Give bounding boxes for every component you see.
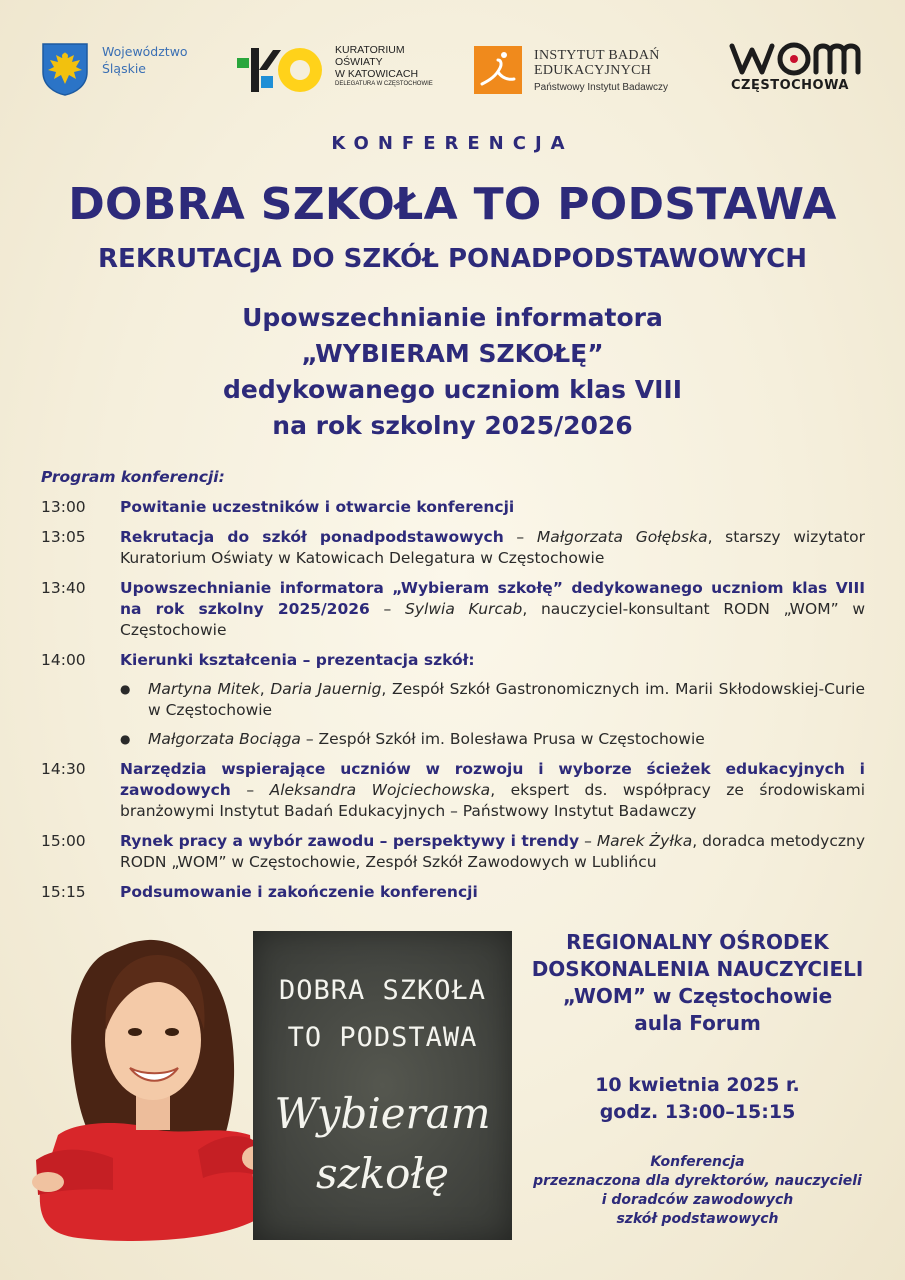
item-time: 15:15 — [41, 883, 86, 901]
item-sep: , — [259, 680, 271, 698]
item-person: Martyna Mitek — [148, 680, 260, 698]
list-item — [120, 679, 865, 721]
venue-line: DOSKONALENIA NAUCZYCIELI — [531, 957, 864, 981]
item-person: Daria Jauernig — [270, 680, 382, 698]
kuratorium-line3: W KATOWICACH — [335, 68, 419, 80]
program-item — [41, 497, 865, 518]
kicker-label: KONFERENCJA — [331, 133, 574, 154]
item-person: Małgorzata Gołębska — [536, 528, 708, 546]
chalk-line3: Wybieram — [274, 1089, 491, 1138]
venue-line: aula Forum — [634, 1011, 761, 1035]
item-title: Podsumowanie i zakończenie konferencji — [120, 883, 478, 901]
program-item — [41, 578, 865, 641]
item-dash: – — [579, 832, 597, 850]
item-person: Małgorzata Bociąga — [148, 730, 301, 748]
note-line: szkół podstawowych — [616, 1211, 779, 1227]
note-line: i doradców zawodowych — [601, 1192, 794, 1208]
program-label: Program konferencji: — [41, 468, 225, 486]
item-person: Marek Żyłka — [596, 832, 693, 850]
program-item — [41, 759, 865, 822]
venue-block — [520, 929, 875, 1037]
logo-wom — [728, 40, 868, 96]
item-time: 13:05 — [41, 528, 86, 546]
ibe-logo-icon — [474, 46, 522, 94]
item-person: Sylwia Kurcab — [405, 600, 523, 618]
item-title: Rekrutacja do szkół ponadpodstawowych — [120, 528, 504, 546]
item-dash: – — [230, 781, 270, 799]
logo-ibe — [474, 46, 689, 96]
item-desc: , Zespół Szkół Gastronomicznych im. Marii Skłodowskiej-Curie w Częstochowie — [148, 680, 866, 719]
lead-line: Upowszechnianie informatora — [242, 303, 663, 332]
item-desc: – Zespół Szkół im. Bolesława Prusa w Częstochowie — [300, 730, 705, 748]
main-title: DOBRA SZKOŁA TO PODSTAWA — [68, 179, 837, 230]
program-list — [41, 497, 865, 912]
wom-city: CZĘSTOCHOWA — [731, 78, 849, 93]
item-person: Aleksandra Wojciechowska — [269, 781, 491, 799]
note-line: Konferencja — [650, 1154, 745, 1170]
venue-line: REGIONALNY OŚRODEK — [566, 930, 829, 954]
ibe-line1: INSTYTUT BADAŃ — [534, 48, 660, 63]
item-title: Kierunki kształcenia – prezentacja szkół: — [120, 651, 475, 669]
lead-line: dedykowanego uczniom klas VIII — [222, 375, 683, 404]
bullet-icon: ● — [120, 682, 131, 696]
wojewodztwo-line1: Województwo — [102, 44, 188, 59]
item-time: 13:40 — [41, 579, 86, 597]
item-time: 13:00 — [41, 498, 86, 516]
chalk-line4: szkołę — [316, 1149, 449, 1198]
program-item — [41, 831, 865, 873]
wojewodztwo-line2: Śląskie — [102, 61, 146, 76]
program-item — [41, 650, 865, 750]
item-dash: – — [369, 600, 406, 618]
time-line: godz. 13:00–15:15 — [599, 1101, 796, 1123]
kuratorium-line1: KURATORIUM — [335, 44, 405, 56]
bullet-icon: ● — [120, 732, 131, 746]
wom-logo-icon — [728, 40, 866, 76]
kuratorium-ko-icon — [237, 44, 329, 96]
list-item — [120, 729, 865, 750]
program-item — [41, 882, 865, 903]
item-dash: – — [503, 528, 537, 546]
audience-note — [520, 1153, 875, 1229]
item-title: Upowszechnianie informatora „Wybieram szkołę” dedykowanego uczniom klas VIII na rok szkolny 2025/2026 — [120, 579, 865, 618]
item-desc: , ekspert ds. współpracy ze środowiskami branżowymi Instytut Badań Edukacyjnych – Państwowy Instytut Badawczy — [120, 781, 866, 820]
item-title: Powitanie uczestników i otwarcie konferencji — [120, 498, 515, 516]
item-desc: , starszy wizytator Kuratorium Oświaty w Katowicach Delegatura w Częstochowie — [120, 528, 866, 567]
kuratorium-line4: DELEGATURA W CZĘSTOCHOWIE — [335, 81, 433, 87]
subtitle: REKRUTACJA DO SZKÓŁ PONADPODSTAWOWYCH — [98, 244, 807, 274]
chalkboard — [253, 931, 512, 1240]
item-time: 14:30 — [41, 760, 86, 778]
venue-line: „WOM” w Częstochowie — [562, 984, 833, 1008]
item-title: Rynek pracy a wybór zawodu – perspektywy i trendy — [120, 832, 580, 850]
chalk-line1: DOBRA SZKOŁA — [278, 975, 487, 1006]
kuratorium-line2: OŚWIATY — [335, 56, 383, 68]
lead-line: „WYBIERAM SZKOŁĘ” — [301, 339, 604, 368]
chalk-line2: TO PODSTAWA — [287, 1022, 478, 1053]
program-item — [41, 527, 865, 569]
item-time: 14:00 — [41, 651, 86, 669]
logo-wojewodztwo — [41, 42, 201, 96]
note-line: przeznaczona dla dyrektorów, nauczycieli — [533, 1173, 862, 1189]
ibe-line2: EDUKACYJNYCH — [534, 63, 652, 78]
lead-block — [0, 300, 905, 444]
logo-kuratorium — [237, 44, 437, 96]
ibe-line3: Państwowy Instytut Badawczy — [534, 82, 668, 93]
item-time: 15:00 — [41, 832, 86, 850]
item-desc: , nauczyciel-konsultant RODN „WOM” w Częstochowie — [120, 600, 866, 639]
silesia-coat-of-arms-icon — [41, 42, 89, 96]
date-line: 10 kwietnia 2025 r. — [595, 1074, 800, 1096]
item-title: Narzędzia wspierające uczniów w rozwoju i wyborze ścieżek edukacyjnych i zawodowych — [120, 760, 865, 799]
date-block — [520, 1072, 875, 1126]
lead-line: na rok szkolny 2025/2026 — [272, 411, 633, 440]
item-desc: , doradca metodyczny RODN „WOM” w Częstochowie, Zespół Szkół Zawodowych w Lublińcu — [120, 832, 866, 871]
